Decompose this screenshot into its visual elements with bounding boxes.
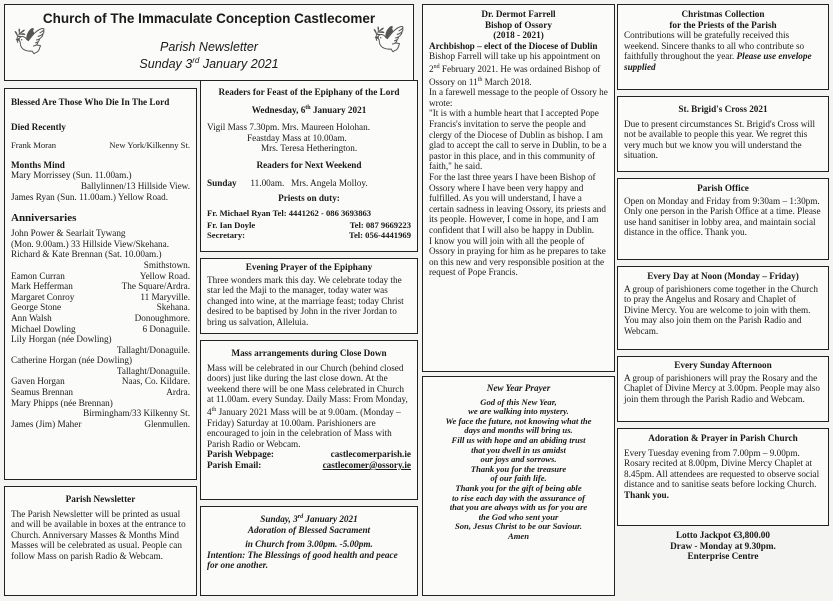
lotto-jackpot: Lotto Jackpot €3,800.00: [676, 530, 770, 540]
parish-newsletter-text: The Parish Newsletter will be printed as usual and will be available in boxes at the entrance to Church. Anniversary Masses & Months Mind Masses will be celebrated as usual. People can follow Mass on parish Radio & Webcam.: [11, 508, 186, 561]
vigil-mass: Vigil Mass 7.30pm. Mrs. Maureen Holohan.: [207, 122, 371, 133]
list-item: John Power & Searlait Tywang: [11, 228, 126, 239]
anniversaries-heading: Anniversaries: [11, 212, 77, 225]
list-item: Richard & Kate Brennan (Sat. 10.00am.): [11, 249, 162, 260]
new-year-prayer-text: [427, 398, 610, 542]
sunday-afternoon-box: [617, 356, 829, 422]
list-item: James (Jim) Maher Glenmullen.: [11, 418, 190, 429]
newsletter-subtitle: Parish Newsletter: [160, 40, 258, 54]
list-item: (Mon. 9.00am.) 33 Hillside View/Skehana.: [11, 238, 169, 249]
dove-icon: 🕊: [371, 25, 405, 55]
evening-prayer-text: Three wonders mark this day. We celebrate today the star led the Maji to the manager, today water was changed into wine, at the marriage feast; today Christ desired to be baptised by John in the river Jordan to bring us salvation, Alleluia.: [207, 274, 404, 327]
list-item: Smithstown.: [143, 259, 190, 270]
webpage-link[interactable]: castlecomerparish.ie: [330, 449, 411, 460]
bishop-paragraph: Bishop Farrell will take up his appointment on 2nd February 2021. He was ordained Bishop of Ossory on 11th March 2018.: [429, 51, 601, 87]
prayer-line: we are walking into mystery.: [468, 406, 569, 417]
secretary-line: Secretary: Tel: 056-4441969: [207, 230, 411, 240]
prayer-line: the God who sent your: [478, 511, 559, 522]
newsletter-date: Sunday 3rd January 2021: [139, 56, 279, 72]
list-item: Tallaght/Donaguile.: [116, 365, 190, 376]
st-brigids-box: [617, 96, 829, 172]
next-weekend-heading: Readers for Next Weekend: [256, 160, 362, 171]
bishop-paragraph: For the last three years I have been Bishop of Ossory where I have been very happy and fulfilled. As you will understand, I have a certain sadness in leaving Ossory, its priests and its people. However, I come in hope, and I am confident that I will also be happy in Dublin.: [429, 172, 606, 235]
bishop-paragraph: "It is with a humble heart that I accepted Pope Francis's invitation to serve the people and clergy of the Diocese of Dublin as bishop. I am glad to accept the call to serve in Dublin, to be a pastor in this place, and in this community of faith," he said.: [429, 108, 607, 172]
next-weekend-reader: Sunday 11.00am. Mrs. Angela Molloy.: [207, 177, 368, 188]
bishop-name: Dr. Dermot Farrell: [481, 9, 556, 19]
readers-date: Wednesday, 6th January 2021: [251, 104, 367, 115]
adoration-sunday-time: in Church from 3.00pm. -5.00pm.: [245, 539, 373, 550]
list-item: Ballylinnen/13 Hillside View.: [80, 180, 190, 191]
email-line: Parish Email: castlecomer@ossory.ie: [207, 460, 411, 470]
christmas-collection-text: Contributions will be gratefully received this weekend. Sincere thanks to all who contribute so faithfully throughout the year. Please use envelope supplied: [624, 30, 812, 72]
list-item: Eamon Curran Yellow Road.: [11, 270, 190, 281]
parish-office-heading: Parish Office: [697, 183, 749, 193]
prayer-line: God of this New Year,: [480, 396, 557, 407]
prayer-line: Amen: [507, 530, 529, 541]
adoration-prayer-thanks: Thank you.: [624, 489, 669, 500]
parish-newsletter-box: [4, 486, 197, 596]
parish-newsletter-heading: Parish Newsletter: [65, 494, 136, 504]
lotto-venue: Enterprise Centre: [687, 551, 759, 562]
prayer-line: Son, Jesus Christ to be our Saviour.: [454, 521, 583, 532]
prayer-line: to rise each day with the assurance of: [452, 492, 585, 503]
sunday-afternoon-heading: Every Sunday Afternoon: [674, 360, 772, 370]
adoration-prayer-box: [617, 428, 829, 526]
died-recently-heading: Died Recently: [11, 121, 66, 132]
webpage-line: Parish Webpage: castlecomerparish.ie: [207, 449, 411, 460]
adoration-prayer-text: Every Tuesday evening from 7.00pm – 9.00pm. Rosary recited at 8.00pm, Divine Mercy Chaplet at 8.45pm. All attendees are requested to observe social distance and to sanitise seats before locking Church.: [624, 447, 820, 490]
bishop-box: [422, 4, 615, 372]
list-item: Seamus Brennan Ardra.: [11, 387, 190, 398]
prayer-line: that you dwell in us amidst: [471, 444, 566, 455]
adoration-sunday-date: Sunday, 3rd January 2021: [260, 514, 358, 525]
list-item: Gaven Horgan Naas, Co. Kildare.: [11, 376, 190, 387]
lotto-block: [617, 530, 829, 562]
readers-heading: Readers for Feast of the Epiphany of the Lord: [218, 87, 400, 97]
prayer-line: that you are always with us for you are: [449, 502, 588, 513]
list-item: Ann Walsh Donoughmore.: [11, 312, 190, 323]
st-brigids-text: Due to present circumstances St. Brigid's Cross will not be available to people this year. We regret this very much but we know you will understand the situation.: [624, 118, 815, 161]
list-item: Michael Dowling 6 Donaguile.: [11, 323, 190, 334]
bishop-years: (2018 - 2021): [493, 30, 544, 41]
christmas-collection-heading: Christmas Collection: [681, 9, 765, 19]
prayer-line: Fill us with hope and an abiding trust: [451, 434, 586, 445]
prayer-line: Thank you for the treasure: [470, 463, 567, 474]
archbishop-line: Archbishop – elect of the Diocese of Dublin: [429, 40, 598, 51]
bishop-role: Bishop of Ossory: [485, 19, 552, 30]
list-item: Margaret Conroy 11 Maryville.: [11, 291, 190, 302]
adoration-prayer-heading: Adoration & Prayer in Parish Church: [648, 433, 798, 443]
noon-prayer-text: A group of parishioners come together in the Church to pray the Angelus and Rosary and Chaplet of Divine Mercy. You are welcome to join with them. You may also join them on the Parish Radio and Webcam.: [624, 283, 818, 336]
priest-line: Fr. Ian Doyle Tel: 087 9669223: [207, 220, 411, 231]
christmas-collection-box: [617, 4, 829, 90]
priest-line: Fr. Michael Ryan Tel: 4441262 - 086 3693863: [207, 207, 372, 218]
parish-office-text: Open on Monday and Friday from 9:30am – 1:30pm. Only one person in the Parish Office at a time. Please use hand sanitiser in lobby area, and maintain social distance in the office. Thank you.: [624, 195, 821, 238]
list-item: Mark Hefferman The Square/Ardra.: [11, 281, 190, 292]
parish-office-box: [617, 178, 829, 260]
bishop-paragraph: In a farewell message to the people of Ossory he wrote:: [429, 87, 608, 108]
column-2: [200, 0, 420, 601]
new-year-prayer-heading: New Year Prayer: [486, 383, 551, 393]
column-4: [617, 0, 833, 601]
list-item: Birmingham/33 Kilkenny St.: [83, 408, 190, 419]
sunday-afternoon-text: A group of parishioners will pray the Rosary and the Chaplet of Divine Mercy at 3.00pm. People may also join them through the Parish Radio and Webcam.: [624, 372, 820, 404]
mass-arrangements-box: [200, 340, 418, 500]
noon-prayer-box: [617, 266, 829, 350]
dove-icon: 🕊: [13, 27, 47, 57]
mass-arrangements-text: Mass will be celebrated in our Church (behind closed doors) just like during the last close down. At the weekend there will be one Mass celebrated in Church at 11.00am. every Sunday. Daily Mass: From Monday, 4th January 2021 Mass will be at 9.00am. (Monday – Friday) Saturday at 10.00am. Parishioners are encouraged to join in the celebration of Mass with Parish Radio or Webcam.: [207, 362, 408, 449]
deaths-heading: Blessed Are Those Who Die In The Lord: [11, 97, 170, 107]
list-item: Lily Horgan (née Dowling): [11, 334, 112, 345]
list-item: Tallaght/Donaguile.: [116, 344, 190, 355]
feastday-mass: Feastday Mass at 10.00am.: [247, 132, 347, 143]
christmas-collection-subheading: for the Priests of the Parish: [669, 19, 777, 30]
readers-box: [200, 80, 418, 252]
adoration-sunday-title: Adoration of Blessed Sacrament: [247, 524, 371, 535]
prayer-line: of our faith life.: [490, 473, 547, 484]
list-item: George Stone Skehana.: [11, 302, 190, 313]
list-item: Catherine Horgan (née Dowling): [11, 355, 133, 366]
column-3: [422, 0, 615, 601]
prayer-line: days and months will bring us.: [464, 425, 573, 436]
noon-prayer-heading: Every Day at Noon (Monday – Friday): [647, 271, 799, 281]
prayer-line: We face the future, not knowing what the: [445, 415, 592, 426]
st-brigids-heading: St. Brigid's Cross 2021: [678, 104, 768, 114]
list-item: James Ryan (Sun. 11.00am.) Yellow Road.: [11, 191, 169, 202]
list-item: Mary Phipps (née Brennan): [11, 397, 113, 408]
list-item: Frank Moran New York/Kilkenny St.: [11, 140, 190, 151]
new-year-prayer-box: [422, 376, 615, 596]
priests-heading: Priests on duty:: [278, 193, 340, 204]
prayer-line: our joys and sorrows.: [480, 454, 557, 465]
deaths-box: [4, 88, 197, 480]
prayer-line: Thank you for the gift of being able: [455, 482, 582, 493]
evening-prayer-heading: Evening Prayer of the Epiphany: [245, 262, 373, 272]
mass-arrangements-heading: Mass arrangements during Close Down: [231, 348, 387, 358]
bishop-paragraph: I know you will join with all the people of Ossory in praying for him as he prepares to take on this new and very responsible position at the request of Pope Francis.: [429, 235, 606, 278]
evening-prayer-box: [200, 258, 418, 334]
email-link[interactable]: castlecomer@ossory.ie: [322, 460, 411, 470]
lotto-draw: Draw - Monday at 9.30pm.: [670, 540, 776, 551]
adoration-sunday-box: [200, 506, 418, 596]
feastday-reader: Mrs. Teresa Hetherington.: [261, 143, 358, 154]
list-item: Mary Morrissey (Sun. 11.00am.): [11, 170, 132, 181]
months-mind-heading: Months Mind: [11, 159, 65, 170]
church-title: Church of The Immaculate Conception Castlecomer: [42, 11, 376, 26]
adoration-sunday-intention: Intention: The Blessings of good health and peace for one another.: [207, 549, 398, 571]
